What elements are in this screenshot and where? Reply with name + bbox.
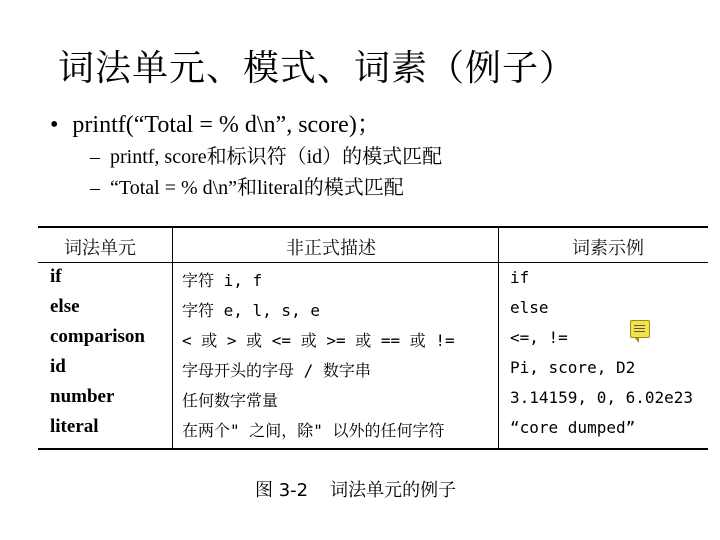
caption-number: 图 3-2 — [255, 480, 309, 501]
bullet-point — [50, 104, 381, 139]
slide-title: 词法单元、模式、词素（例子） — [58, 48, 577, 89]
lexeme-cell: if — [510, 268, 530, 287]
header-token: 词法单元 — [64, 238, 136, 259]
description-cell: 任何数字常量 — [182, 391, 279, 410]
description-cell: 在两个" 之间，除" 以外的任何字符 — [182, 421, 445, 440]
lexeme-cell: Pi, score, D2 — [510, 358, 636, 377]
subpoint-2 — [90, 171, 404, 200]
token-cell: id — [50, 356, 66, 377]
description-cell: 字符 i, f — [182, 271, 263, 290]
bullet-marker: • — [50, 112, 59, 138]
token-cell: number — [50, 386, 115, 407]
lexeme-cell: 3.14159, 0, 6.02e23 — [510, 388, 694, 407]
subpoint-text: printf, score和标识符（id）的模式匹配 — [110, 146, 443, 168]
token-cell: comparison — [50, 326, 145, 347]
token-cell: if — [50, 266, 62, 287]
header-divider — [38, 262, 708, 263]
token-cell: else — [50, 296, 80, 317]
header-description: 非正式描述 — [286, 238, 376, 259]
header-lexemes: 词素示例 — [572, 238, 644, 259]
subpoint-text: “Total = % d\n”和literal的模式匹配 — [110, 177, 404, 199]
figure-caption — [255, 476, 456, 502]
column-divider — [172, 228, 173, 448]
bullet-text: printf(“Total = % d\n”, score)； — [72, 112, 381, 138]
description-cell: < 或 > 或 <= 或 >= 或 == 或 != — [182, 331, 455, 350]
subpoint-1 — [90, 140, 442, 169]
comment-note-icon[interactable] — [630, 320, 650, 338]
subpoint-marker: – — [90, 177, 100, 199]
lexeme-cell: else — [510, 298, 549, 317]
lexeme-cell: <=, != — [510, 328, 568, 347]
description-cell: 字符 e, l, s, e — [182, 301, 320, 320]
token-table — [38, 226, 708, 450]
caption-text: 词法单元的例子 — [330, 480, 457, 501]
description-cell: 字母开头的字母 / 数字串 — [182, 361, 371, 380]
column-divider — [498, 228, 499, 448]
subpoint-marker: – — [90, 146, 100, 168]
lexeme-cell: “core dumped” — [510, 418, 636, 437]
token-cell: literal — [50, 416, 99, 437]
